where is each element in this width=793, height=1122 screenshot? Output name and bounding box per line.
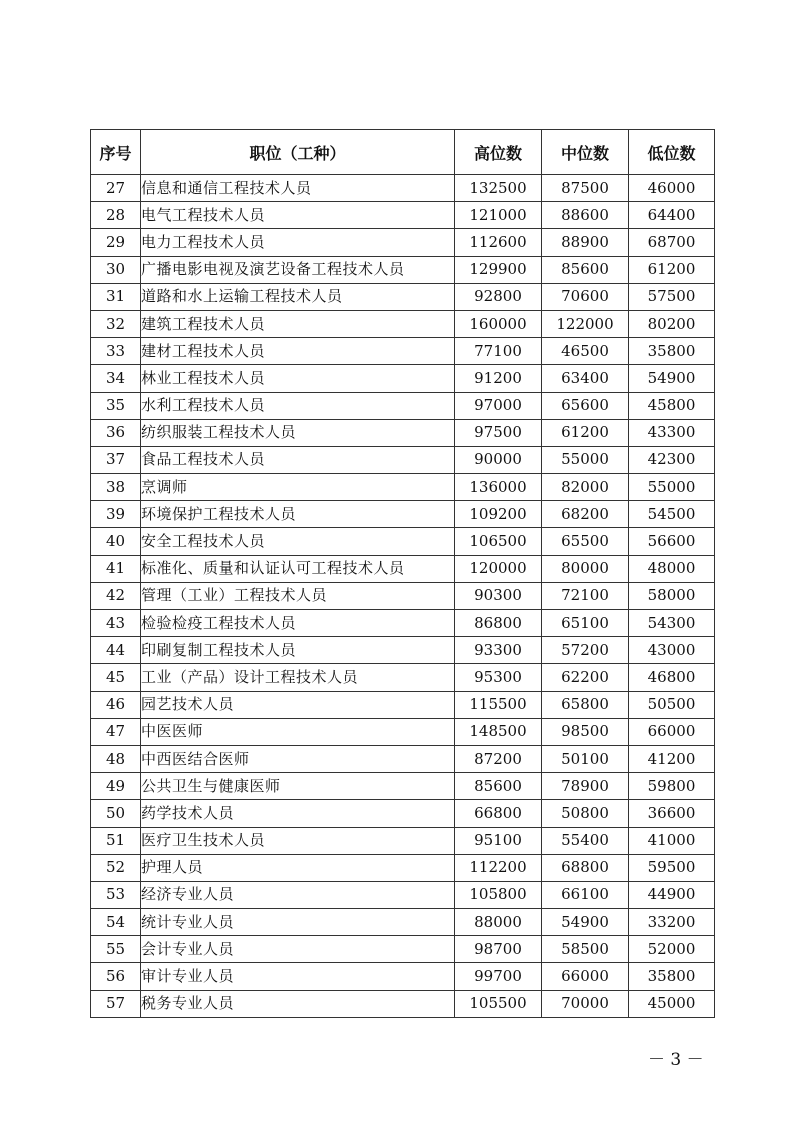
cell-low-percentile: 48000: [629, 555, 715, 582]
cell-median: 55000: [542, 446, 629, 473]
cell-median: 65800: [542, 691, 629, 718]
cell-low-percentile: 59800: [629, 773, 715, 800]
cell-job-title: 园艺技术人员: [141, 691, 455, 718]
cell-low-percentile: 35800: [629, 338, 715, 365]
cell-serial-number: 28: [91, 202, 141, 229]
cell-high-percentile: 148500: [455, 718, 542, 745]
cell-serial-number: 53: [91, 881, 141, 908]
cell-median: 61200: [542, 419, 629, 446]
cell-median: 70600: [542, 283, 629, 310]
cell-serial-number: 50: [91, 800, 141, 827]
cell-job-title: 林业工程技术人员: [141, 365, 455, 392]
cell-high-percentile: 66800: [455, 800, 542, 827]
salary-table: [90, 129, 715, 1018]
cell-low-percentile: 54300: [629, 610, 715, 637]
cell-job-title: 审计专业人员: [141, 963, 455, 990]
cell-high-percentile: 85600: [455, 773, 542, 800]
cell-high-percentile: 90000: [455, 446, 542, 473]
cell-job-title: 统计专业人员: [141, 909, 455, 936]
cell-job-title: 会计专业人员: [141, 936, 455, 963]
cell-serial-number: 36: [91, 419, 141, 446]
cell-median: 65600: [542, 392, 629, 419]
cell-high-percentile: 105500: [455, 990, 542, 1017]
table-body: [91, 175, 715, 1018]
cell-low-percentile: 43000: [629, 637, 715, 664]
cell-low-percentile: 44900: [629, 881, 715, 908]
cell-serial-number: 47: [91, 718, 141, 745]
table-row: [91, 963, 715, 990]
cell-serial-number: 45: [91, 664, 141, 691]
table-row: [91, 310, 715, 337]
cell-serial-number: 30: [91, 256, 141, 283]
cell-median: 78900: [542, 773, 629, 800]
table-row: [91, 800, 715, 827]
table-row: [91, 338, 715, 365]
table-row: [91, 691, 715, 718]
cell-serial-number: 49: [91, 773, 141, 800]
cell-median: 63400: [542, 365, 629, 392]
cell-median: 62200: [542, 664, 629, 691]
cell-low-percentile: 43300: [629, 419, 715, 446]
cell-high-percentile: 115500: [455, 691, 542, 718]
cell-median: 70000: [542, 990, 629, 1017]
cell-high-percentile: 120000: [455, 555, 542, 582]
cell-low-percentile: 35800: [629, 963, 715, 990]
cell-job-title: 医疗卫生技术人员: [141, 827, 455, 854]
cell-median: 88600: [542, 202, 629, 229]
cell-median: 85600: [542, 256, 629, 283]
cell-median: 82000: [542, 474, 629, 501]
cell-low-percentile: 54500: [629, 501, 715, 528]
cell-job-title: 印刷复制工程技术人员: [141, 637, 455, 664]
table-row: [91, 909, 715, 936]
cell-median: 55400: [542, 827, 629, 854]
cell-low-percentile: 41000: [629, 827, 715, 854]
table-row: [91, 827, 715, 854]
cell-high-percentile: 99700: [455, 963, 542, 990]
cell-high-percentile: 88000: [455, 909, 542, 936]
cell-low-percentile: 45800: [629, 392, 715, 419]
cell-job-title: 食品工程技术人员: [141, 446, 455, 473]
cell-high-percentile: 98700: [455, 936, 542, 963]
cell-high-percentile: 112200: [455, 854, 542, 881]
table-row: [91, 528, 715, 555]
table-row: [91, 446, 715, 473]
cell-job-title: 电力工程技术人员: [141, 229, 455, 256]
cell-serial-number: 57: [91, 990, 141, 1017]
cell-high-percentile: 90300: [455, 582, 542, 609]
cell-serial-number: 38: [91, 474, 141, 501]
cell-high-percentile: 93300: [455, 637, 542, 664]
cell-job-title: 公共卫生与健康医师: [141, 773, 455, 800]
table-header-row: [91, 130, 715, 175]
cell-low-percentile: 46000: [629, 175, 715, 202]
cell-job-title: 标准化、质量和认证认可工程技术人员: [141, 555, 455, 582]
cell-high-percentile: 121000: [455, 202, 542, 229]
cell-high-percentile: 129900: [455, 256, 542, 283]
cell-low-percentile: 55000: [629, 474, 715, 501]
header-median: 中位数: [542, 130, 629, 175]
cell-serial-number: 41: [91, 555, 141, 582]
cell-high-percentile: 136000: [455, 474, 542, 501]
table-row: [91, 718, 715, 745]
cell-low-percentile: 58000: [629, 582, 715, 609]
cell-job-title: 管理（工业）工程技术人员: [141, 582, 455, 609]
cell-high-percentile: 87200: [455, 745, 542, 772]
header-high-percentile: 高位数: [455, 130, 542, 175]
cell-job-title: 税务专业人员: [141, 990, 455, 1017]
cell-median: 68800: [542, 854, 629, 881]
table-row: [91, 202, 715, 229]
cell-median: 68200: [542, 501, 629, 528]
cell-job-title: 经济专业人员: [141, 881, 455, 908]
table-row: [91, 283, 715, 310]
table-row: [91, 175, 715, 202]
cell-job-title: 广播电影电视及演艺设备工程技术人员: [141, 256, 455, 283]
table-row: [91, 745, 715, 772]
cell-high-percentile: 132500: [455, 175, 542, 202]
cell-job-title: 中医医师: [141, 718, 455, 745]
cell-high-percentile: 105800: [455, 881, 542, 908]
cell-serial-number: 52: [91, 854, 141, 881]
table-row: [91, 773, 715, 800]
cell-low-percentile: 45000: [629, 990, 715, 1017]
cell-job-title: 安全工程技术人员: [141, 528, 455, 555]
cell-serial-number: 40: [91, 528, 141, 555]
cell-low-percentile: 33200: [629, 909, 715, 936]
cell-low-percentile: 57500: [629, 283, 715, 310]
cell-job-title: 信息和通信工程技术人员: [141, 175, 455, 202]
cell-serial-number: 33: [91, 338, 141, 365]
cell-low-percentile: 59500: [629, 854, 715, 881]
table-row: [91, 664, 715, 691]
cell-serial-number: 31: [91, 283, 141, 310]
cell-high-percentile: 112600: [455, 229, 542, 256]
cell-median: 65100: [542, 610, 629, 637]
cell-serial-number: 55: [91, 936, 141, 963]
cell-serial-number: 27: [91, 175, 141, 202]
cell-high-percentile: 160000: [455, 310, 542, 337]
cell-low-percentile: 52000: [629, 936, 715, 963]
cell-serial-number: 35: [91, 392, 141, 419]
cell-serial-number: 43: [91, 610, 141, 637]
cell-low-percentile: 68700: [629, 229, 715, 256]
page-number: － 3 －: [648, 1050, 704, 1070]
cell-high-percentile: 91200: [455, 365, 542, 392]
cell-serial-number: 46: [91, 691, 141, 718]
cell-serial-number: 56: [91, 963, 141, 990]
cell-job-title: 护理人员: [141, 854, 455, 881]
cell-low-percentile: 54900: [629, 365, 715, 392]
table-row: [91, 392, 715, 419]
cell-high-percentile: 97000: [455, 392, 542, 419]
cell-job-title: 中西医结合医师: [141, 745, 455, 772]
table-row: [91, 936, 715, 963]
cell-median: 66000: [542, 963, 629, 990]
table-row: [91, 419, 715, 446]
table-row: [91, 610, 715, 637]
cell-low-percentile: 61200: [629, 256, 715, 283]
cell-job-title: 电气工程技术人员: [141, 202, 455, 229]
cell-serial-number: 29: [91, 229, 141, 256]
cell-high-percentile: 106500: [455, 528, 542, 555]
cell-low-percentile: 50500: [629, 691, 715, 718]
cell-job-title: 工业（产品）设计工程技术人员: [141, 664, 455, 691]
table-row: [91, 365, 715, 392]
cell-serial-number: 37: [91, 446, 141, 473]
cell-job-title: 水利工程技术人员: [141, 392, 455, 419]
cell-low-percentile: 56600: [629, 528, 715, 555]
cell-serial-number: 34: [91, 365, 141, 392]
table-row: [91, 256, 715, 283]
cell-low-percentile: 66000: [629, 718, 715, 745]
cell-median: 54900: [542, 909, 629, 936]
cell-low-percentile: 41200: [629, 745, 715, 772]
cell-median: 88900: [542, 229, 629, 256]
table-row: [91, 474, 715, 501]
cell-serial-number: 32: [91, 310, 141, 337]
cell-low-percentile: 36600: [629, 800, 715, 827]
cell-job-title: 药学技术人员: [141, 800, 455, 827]
table-row: [91, 582, 715, 609]
cell-low-percentile: 64400: [629, 202, 715, 229]
cell-job-title: 建材工程技术人员: [141, 338, 455, 365]
cell-job-title: 纺织服装工程技术人员: [141, 419, 455, 446]
cell-median: 122000: [542, 310, 629, 337]
cell-job-title: 建筑工程技术人员: [141, 310, 455, 337]
table-row: [91, 990, 715, 1017]
cell-median: 66100: [542, 881, 629, 908]
table-row: [91, 637, 715, 664]
cell-job-title: 环境保护工程技术人员: [141, 501, 455, 528]
cell-high-percentile: 109200: [455, 501, 542, 528]
cell-median: 50800: [542, 800, 629, 827]
cell-job-title: 烹调师: [141, 474, 455, 501]
cell-high-percentile: 97500: [455, 419, 542, 446]
header-low-percentile: 低位数: [629, 130, 715, 175]
cell-job-title: 道路和水上运输工程技术人员: [141, 283, 455, 310]
header-serial-number: 序号: [91, 130, 141, 175]
cell-low-percentile: 46800: [629, 664, 715, 691]
cell-median: 46500: [542, 338, 629, 365]
cell-high-percentile: 95100: [455, 827, 542, 854]
cell-median: 58500: [542, 936, 629, 963]
cell-low-percentile: 80200: [629, 310, 715, 337]
cell-high-percentile: 86800: [455, 610, 542, 637]
cell-median: 65500: [542, 528, 629, 555]
table-row: [91, 854, 715, 881]
cell-high-percentile: 77100: [455, 338, 542, 365]
cell-serial-number: 51: [91, 827, 141, 854]
header-job-title: 职位（工种）: [141, 130, 455, 175]
cell-median: 57200: [542, 637, 629, 664]
cell-serial-number: 54: [91, 909, 141, 936]
cell-median: 50100: [542, 745, 629, 772]
cell-median: 72100: [542, 582, 629, 609]
table-row: [91, 501, 715, 528]
cell-serial-number: 44: [91, 637, 141, 664]
cell-low-percentile: 42300: [629, 446, 715, 473]
table-row: [91, 229, 715, 256]
cell-median: 98500: [542, 718, 629, 745]
cell-high-percentile: 95300: [455, 664, 542, 691]
cell-median: 80000: [542, 555, 629, 582]
cell-serial-number: 42: [91, 582, 141, 609]
cell-serial-number: 39: [91, 501, 141, 528]
cell-serial-number: 48: [91, 745, 141, 772]
cell-median: 87500: [542, 175, 629, 202]
table-row: [91, 555, 715, 582]
cell-high-percentile: 92800: [455, 283, 542, 310]
cell-job-title: 检验检疫工程技术人员: [141, 610, 455, 637]
table-row: [91, 881, 715, 908]
